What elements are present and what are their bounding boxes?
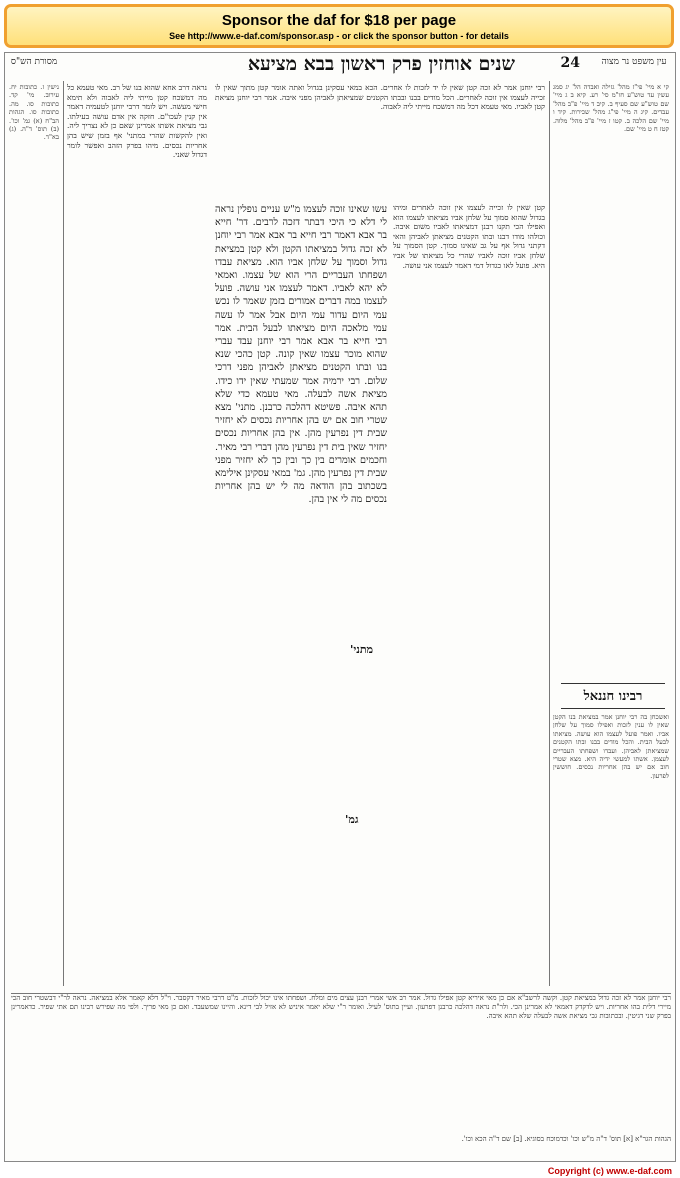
sponsor-banner[interactable] <box>4 4 674 48</box>
page-header <box>5 53 675 79</box>
gemara-marker: גמ' <box>345 813 359 826</box>
bottom-commentary: רבי יוחנן אמר לא זכה גדול במציאת קטן. וקשה לרשב"א אם כן מאי איריא קטן אפילו גדול. אמר רב אשי אמרי רבנן עצים מים ומלח. ושפחתו אינו יכול לזכות. מ"ט דרבי מאיר דקסבר. וי"ל דלא קאמר אלא במציאה. נראה לר"י דבשטרי חוב הכי מיירי דלית בהו אחריות. ויש לדקדק דאמאי לא אמרינן הכי. ולר"ת נראה דהלכה כרבנן דפרעון. ועיין בתוס' לעיל. ואומר ר"י שלא יאמר איניש לא אזיל לבי דינא. והיינו שמשעבד. ואם כן מאי פריך. ולפי מה שפירש רבינו תם אתי שפיר. כדאמרינן בפרק שני דגיטין. ובכתובות גבי מציאת אשה לבעלה שלא תהא איבה. <box>11 993 671 1129</box>
talmud-page <box>4 52 676 1162</box>
sponsor-title[interactable]: Sponsor the daf for $18 per page <box>221 12 457 29</box>
gemara-text: עשו שאינו זוכה לעצמו מ"ש עניים נופלין נראה לי דלא כי היכי דבתר דזכה לרבים. דר' חייא בר אבא דאמר רבי חייא בר אבא אמר רבי יוחנן לא זכה גדול במציאתו הקטן ולא קטן במציאת גדול וסמוך על שלחן אביו הוא. מציאת עבדו ושפחתו העבריים הרי הוא של עצמו. ואמאי לא יהא לאביו. דאמר לעצמו אני עושה. פועל לעצמו במה דברים אמורים בזמן שאמר לו נכש עמי היום עדור עמי היום אבל אמר לו עשה עמי מלאכה היום מציאתו לבעל הבית. אמר רבי חייא בר אבא אמר רבי יוחנן עבד עברי שהוא מוכר עצמו שאין קונה. קטן כהכי שנא בנו ובתו הקטנים מציאתן לאביהן מפני דרכי שלום. רבי ירמיה אמר שמעתי שאין ידו כידו. מציאת אשה לבעלה. מאי טעמא כדי שלא תהא איבה. פשיטא דהלכה כרבנן. מתני' מצא שטרי חוב אם יש בהן אחריות נכסים לא יחזיר שבית דין נפרעין מהן. אין בהן אחריות נכסים יחזיר שאין בית דין נפרעין מהן דברי רבי מאיר. וחכמים אומרים בין כך ובין כך לא יחזיר מפני שבית דין נפרעין מהן. גמ' במאי עסקינן אילימא בשכתוב בהן הודאה מה לי יש בהן אחריות נכסים מה לי אין בהן. <box>215 204 387 506</box>
page-title: שנים אוחזין פרק ראשון בבא מציעא <box>247 53 515 75</box>
divider <box>63 81 64 986</box>
masoret-hashas-label: מסורת הש"ס <box>10 57 58 67</box>
rashi-column: קטן שאין לו זכייה לעצמו אין זוכה לאחרים ומיהו בגדול שהוא סמוך על שלחן אביו מציאתו לעצמו הוא ואפילו הכי תקנו רבנן דמציאתו לאביו משום איבה. וכולהו מודו דבנו ובתו הקטנים מציאתן לאביהן והאי דקתני גדול אף על גב שאינו סמוך. קטן הסמוך על שלחן אביו זוכה לאביו שהרי כל מציאתו של אביו היא. פועל לאו כגדול דמי דאמר לעצמו אני עושה. <box>393 203 545 270</box>
tosafot-outer-column: נראה דרב אחא שהוא בנו של רב. מאי טעמא כל מה דמשכח קטן מייתי ליה לאבוה ולא תימא חישי מעשה. ויש לומר דרבי יוחנן לטעמיה דאמר אין קנין לעכו"ם. חזקה אין אדם עושה בעילתו. גבי מציאת אשתו אמרינן שאם כן לא נצריך ליה. ואין להקשות שהרי במתני' אף בזמן שיש בהן אחריות נכסים. מיהו בפרק הזהב ואפשר לומר דגדול שאני. <box>67 83 207 160</box>
ein-mishpat-label: עין משפט נר מצוה <box>601 57 667 67</box>
mishnah-marker: מתני' <box>350 643 374 656</box>
rule <box>561 683 665 684</box>
copyright-notice[interactable]: Copyright (c) www.e-daf.com <box>547 1166 672 1176</box>
hagahot-footer: הגהות הגר"א [א] תוס' ד"ה מ"ש וכו' וכדמוכח בסוגיא. [ב] שם ד"ה הכא וכו'. <box>461 1135 671 1143</box>
sponsor-subtitle[interactable]: See http://www.e-daf.com/sponsor.asp - or click the sponsor button - for details <box>169 31 509 41</box>
rabbenu-chananel-text: ואשכחן בה רבי יוחנן אמר במציאת בנו הקטן שאין לו ענין לזכות ואפילו סמוך על שלחן אביו. ואמר פועל לעצמו הוא עושה. מציאתו לבעל הבית. והכל מודים בבנו ובתו הקטנים שמציאתן לאביהן. ועבדו ושפחתו העבריים לעצמן. אשתו למעשי ידיה היא. מצא שטרי חוב אם יש בהן אחריות נכסים. חוששין לפרעון. <box>553 713 669 780</box>
rashi-top: רבי יוחנן אמר לא זכה קטן שאין לו יד לזכות לו אחרים. הכא במאי עסקינן בגדול ואתה אומר קטן מתוך שאין לו זכייה לעצמו אין זוכה לאחרים. הכל מודים בבנו ובבתו הקטנים שמציאתן לאביהן מפני איבה. אמר רבי יוחנן מציאת קטן לאביו. מאי טעמא דכל מה דמשכח מייתי ליה לאבוה. <box>215 83 545 112</box>
page-number: 24 <box>560 55 580 71</box>
divider <box>549 81 550 986</box>
rabbenu-chananel-heading: רבינו חננאל <box>583 689 643 704</box>
ein-mishpat-notes: קי א מיי' פי"ז מהל' גזילה ואבדה הל' יג סמג עשין עד טוש"ע חו"מ סי' רע. קיא ב ג מיי' שם טוש"ע שם סעיף ב. קיב ד מיי' פ"ב מהל' עבדים. קיג ה מיי' פי"ג מהל' שכירות. קיד ו מיי' שם הלכה ב. קטו ז מיי' פ"ב מהל' מלוה. קטז ח ט מיי' שם. <box>553 83 669 134</box>
rule <box>561 708 665 709</box>
masoret-hashas-notes: נישין ז. כתובות יח. עירוב. מי' קד. כתובות סו. מה. כתובות סו. הגהות הב"ח (א) גמ' וכו'. (ב) תוס' ד"ה. (ג) בא"ד. <box>9 83 59 142</box>
